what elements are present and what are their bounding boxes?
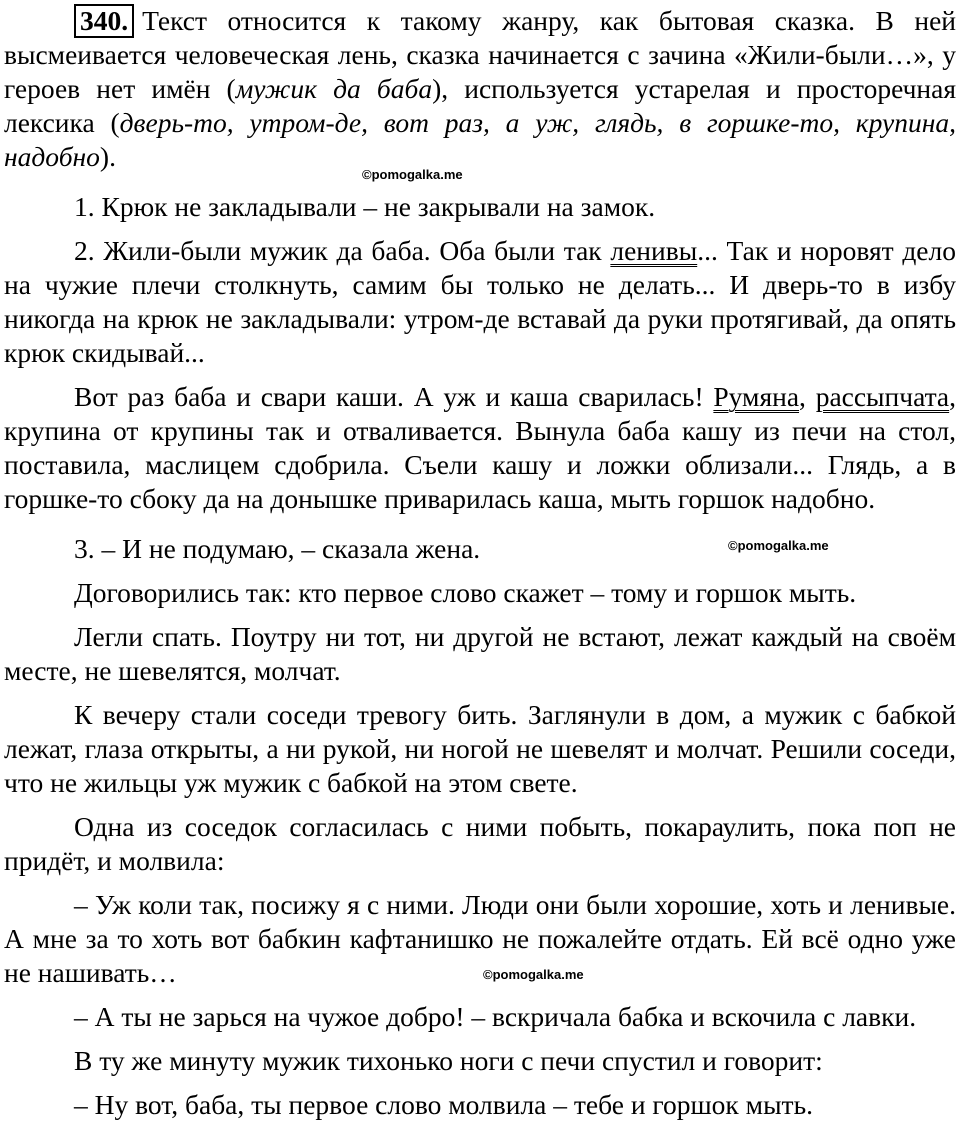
story-paragraph: – А ты не зарься на чужое добро! – вскричала бабка и вскочила с лавки. bbox=[74, 1001, 917, 1032]
item-1: 1. Крюк не закладывали – не закрывали на замок. bbox=[74, 191, 656, 222]
exercise-number: 340. bbox=[74, 4, 134, 38]
intro-italic-1: мужик да баба bbox=[235, 73, 433, 104]
item-2-continuation bbox=[4, 380, 956, 516]
item-3: 3. – И не подумаю, – сказала жена. bbox=[74, 533, 481, 564]
story-paragraph: Одна из соседок согласилась с ними побыть, покараулить, пока поп не придёт, и молвила: bbox=[4, 811, 956, 876]
watermark: ©pomogalka.me bbox=[362, 167, 463, 182]
item-2-text-a: 2. Жили-были мужик да баба. Оба были так bbox=[74, 235, 611, 266]
story-paragraph: – Уж коли так, посижу я с ними. Люди они были хорошие, хоть и ленивые. А мне за то хоть вот бабкин кафтанишко не пожалейте отдать. Ей всё одно уже не нашивать… bbox=[4, 889, 956, 988]
item-2-cont-text-a: Вот раз баба и свари каши. А уж и каша сварилась! bbox=[74, 381, 714, 412]
intro-end: ). bbox=[99, 141, 116, 172]
watermark: ©pomogalka.me bbox=[728, 538, 829, 553]
item-2-cont-comma: , bbox=[799, 381, 816, 412]
intro-italic-2: дверь-то, утром-де, вот раз, а уж, глядь, в горшке-то, крупина, надобно bbox=[4, 107, 956, 172]
story-paragraph: – Ну вот, баба, ты первое слово молвила – тебе и горшок мыть. bbox=[74, 1089, 813, 1120]
underlined-word-lenivy: ленивы bbox=[610, 235, 698, 266]
story-paragraph: К вечеру стали соседи тревогу бить. Заглянули в дом, а мужик с бабкой лежат, глаза открыты, а ни рукой, ни ногой не шевелят и молчат. Решили соседи, что не жильцы уж мужик с бабкой на этом свете. bbox=[4, 699, 956, 798]
item-2 bbox=[4, 234, 956, 370]
intro-mid: ), используется устарелая и просторечная лексика ( bbox=[4, 73, 956, 138]
item-2-text-b: ... Так и норовят дело на чужие плечи столкнуть, самим бы только не делать... И дверь-то в избу никогда на крюк не закладывали: утром-де вставай да руки протягивай, да опять крюк скидывай... bbox=[4, 235, 956, 368]
document-page bbox=[4, 0, 956, 1122]
story-paragraph: Легли спать. Поутру ни тот, ни другой не встают, лежат каждый на своём месте, не шевелятся, молчат. bbox=[4, 621, 956, 686]
intro-paragraph bbox=[4, 4, 956, 174]
story-paragraph: В ту же минуту мужик тихонько ноги с печи спустил и говорит: bbox=[74, 1045, 823, 1076]
underlined-word-rassypchata: рассыпчата bbox=[815, 381, 950, 412]
intro-lead: Текст относится к такому жанру, как бытовая сказка. В ней высмеивается человеческая лень, сказка начинается с зачина «Жили-были…», у героев нет имён ( bbox=[4, 5, 956, 104]
item-2-cont-text-b: , крупина от крупины так и отваливается. Вынула баба кашу из печи на стол, поставила, маслицем сдобрила. Съели кашу и ложки облизали... Глядь, а в горшке-то сбоку да на донышке приварилась каша, мыть горшок надобно. bbox=[4, 381, 957, 514]
story-paragraph: Договорились так: кто первое слово скажет – тому и горшок мыть. bbox=[74, 577, 857, 608]
underlined-word-rumyana: Румяна bbox=[713, 381, 800, 412]
watermark: ©pomogalka.me bbox=[483, 967, 584, 982]
